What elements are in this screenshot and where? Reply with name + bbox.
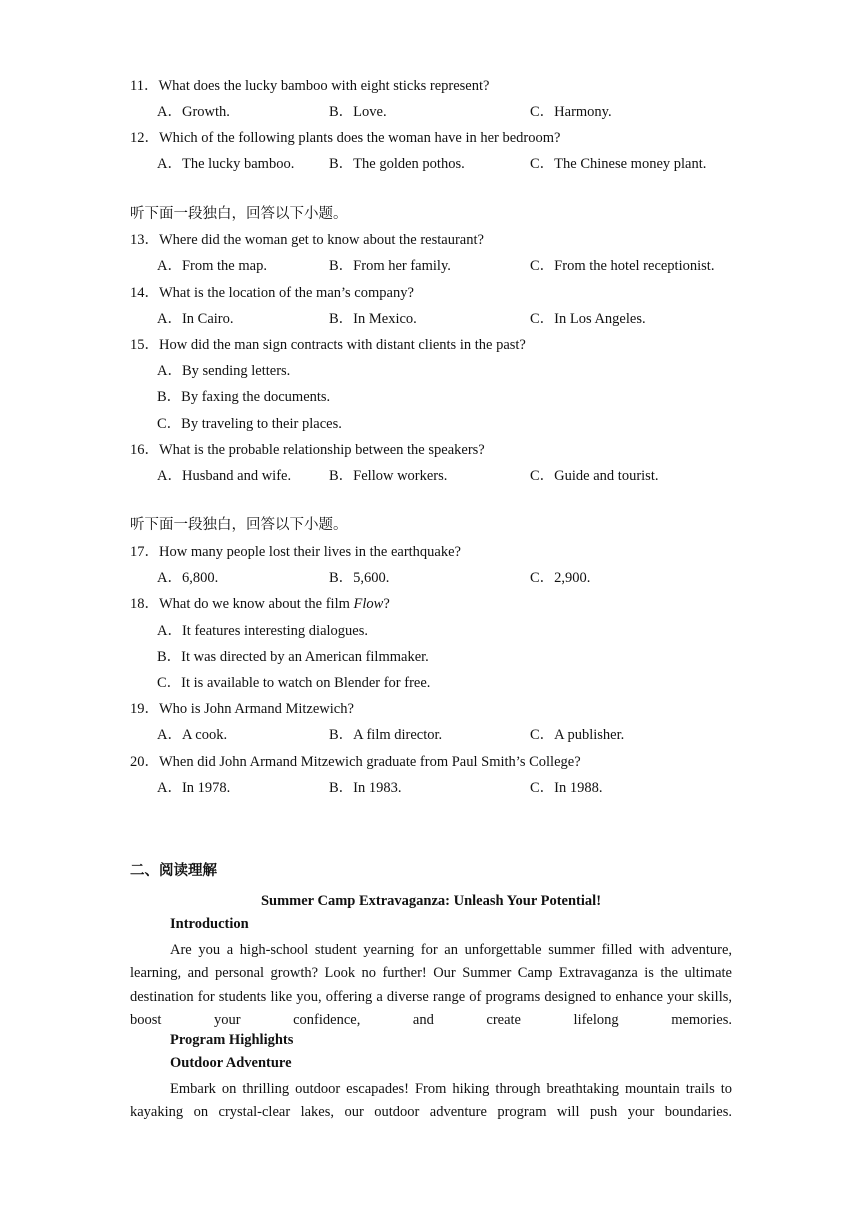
question-13: 13．Where did the woman get to know about the restaurant? — [130, 232, 484, 248]
q16-option-c: C．Guide and tourist. — [530, 468, 659, 484]
question-11: 11．What does the lucky bamboo with eight sticks represent? — [130, 78, 490, 94]
q18-option-b: B．It was directed by an American filmmaker. — [157, 649, 429, 665]
q14-option-c: C．In Los Angeles. — [530, 311, 646, 327]
q15-option-a: A．By sending letters. — [157, 363, 291, 379]
q15-option-c: C．By traveling to their places. — [157, 416, 342, 432]
q19-option-b: B．A film director. — [329, 727, 443, 743]
listening-instruction-2: 听下面一段独白，回答以下小题。 — [130, 517, 348, 533]
q18-stem-pre: 18．What do we know about the film — [130, 596, 354, 612]
q16-option-b: B．Fellow workers. — [329, 468, 448, 484]
q18-film-title: Flow — [353, 596, 384, 612]
listening-instruction-1: 听下面一段独白，回答以下小题。 — [130, 206, 348, 222]
q20-option-c: C．In 1988. — [530, 780, 603, 796]
intro-paragraph: Are you a high-school student yearning for an unforgettable summer filled with adventure, learning, and personal growth? Look no further! Our Summer Camp Extravaganza is the ultimate destination for students like you, offering a diverse range of programs designed to enhance your skills, boost your confidence, and create lifelong memories. — [130, 942, 732, 1029]
q12-option-a: A．The lucky bamboo. — [157, 156, 295, 172]
q13-option-a: A．From the map. — [157, 258, 267, 274]
question-20: 20．When did John Armand Mitzewich graduate from Paul Smith’s College? — [130, 754, 581, 770]
q18-stem-post: ? — [383, 596, 390, 612]
q11-option-a: A．Growth. — [157, 104, 230, 120]
q11-option-b: B．Love. — [329, 104, 387, 120]
q20-option-a: A．In 1978. — [157, 780, 231, 796]
q13-option-b: B．From her family. — [329, 258, 451, 274]
q18-option-c: C．It is available to watch on Blender for free. — [157, 675, 431, 691]
q14-option-b: B．In Mexico. — [329, 311, 417, 327]
q14-option-a: A．In Cairo. — [157, 311, 234, 327]
question-16: 16．What is the probable relationship between the speakers? — [130, 442, 485, 458]
question-15: 15．How did the man sign contracts with distant clients in the past? — [130, 337, 526, 353]
question-12: 12．Which of the following plants does the woman have in her bedroom? — [130, 130, 561, 146]
q11-option-c: C．Harmony. — [530, 104, 612, 120]
q13-option-c: C．From the hotel receptionist. — [530, 258, 715, 274]
passage-title: Summer Camp Extravaganza: Unleash Your Potential! — [260, 893, 602, 909]
q18-option-a: A．It features interesting dialogues. — [157, 623, 368, 639]
q12-option-c: C．The Chinese money plant. — [530, 156, 707, 172]
q19-option-c: C．A publisher. — [530, 727, 625, 743]
q20-option-b: B．In 1983. — [329, 780, 402, 796]
question-14: 14．What is the location of the man’s company? — [130, 285, 414, 301]
highlights-heading: Program Highlights — [170, 1032, 294, 1048]
intro-heading: Introduction — [170, 916, 249, 932]
outdoor-heading: Outdoor Adventure — [170, 1055, 292, 1071]
q19-option-a: A．A cook. — [157, 727, 228, 743]
reading-section-title: 二、阅读理解 — [130, 863, 217, 879]
q16-option-a: A．Husband and wife. — [157, 468, 292, 484]
q17-option-a: A．6,800. — [157, 570, 219, 586]
q12-option-b: B．The golden pothos. — [329, 156, 465, 172]
question-19: 19．Who is John Armand Mitzewich? — [130, 701, 354, 717]
q15-option-b: B．By faxing the documents. — [157, 389, 331, 405]
q17-option-c: C．2,900. — [530, 570, 591, 586]
question-17: 17．How many people lost their lives in the earthquake? — [130, 544, 461, 560]
q17-option-b: B．5,600. — [329, 570, 390, 586]
question-18 — [130, 592, 390, 613]
outdoor-paragraph: Embark on thrilling outdoor escapades! From hiking through breathtaking mountain trails to kayaking on crystal-clear lakes, our outdoor adventure program will push your boundaries. — [130, 1081, 732, 1121]
